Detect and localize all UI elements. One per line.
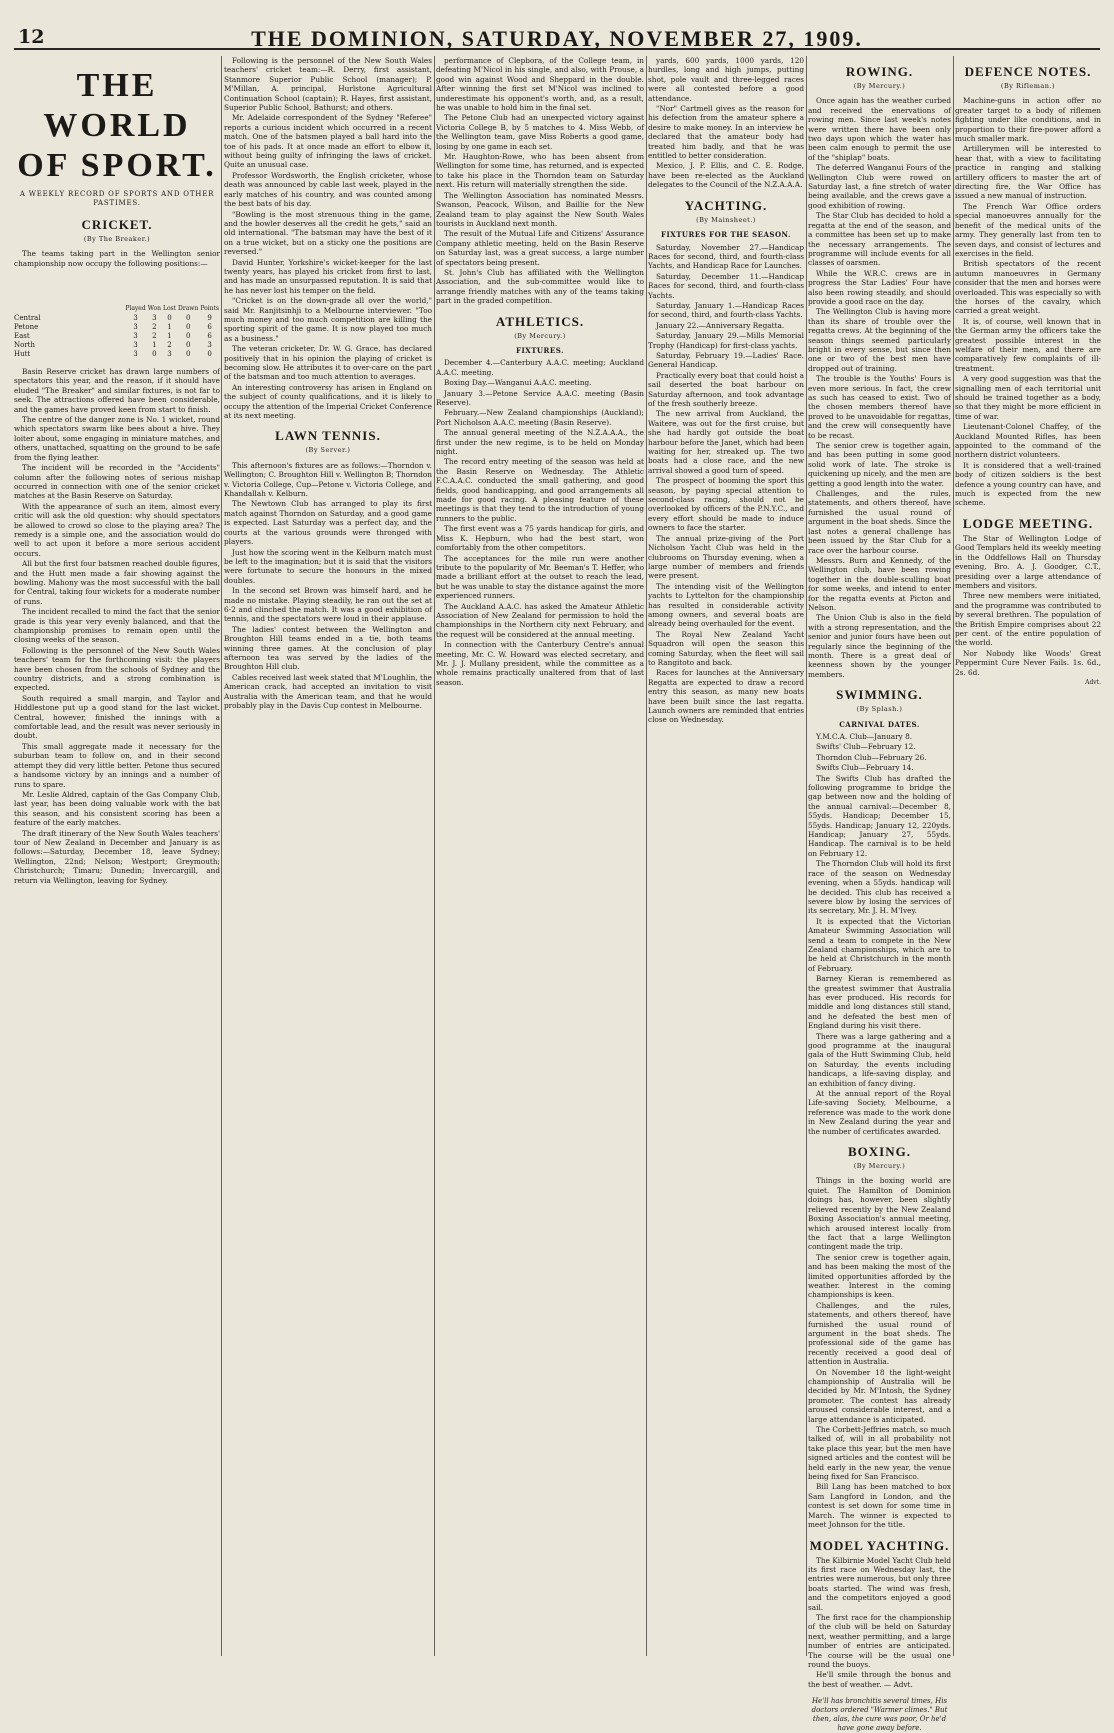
boxing-byline: (By Mercury.) bbox=[853, 1162, 906, 1171]
article-paragraph: While the W.R.C. crews are in progress the Star Ladies' Four have also been rowing steadily, and should provide a good race on the day. bbox=[808, 268, 951, 306]
swimming-title: SWIMMING. bbox=[836, 687, 923, 703]
athletics-byline: (By Mercury.) bbox=[514, 331, 566, 340]
article-paragraph: Following is the personnel of the New South Wales teachers' cricket team:—R. Derry, first assistant, Stanmore Superior Public School (manager); P. M'Millan, A. principal, Hurlstone Agricultural Continuation School (captain); R. Hayes, first assistant, Superior Public School, Bathurst; and others. bbox=[224, 56, 432, 113]
article-paragraph: Once again has the weather curbed and received the enervations of rowing men. Since last week's notes were written there have been only two days upon which the water has been calm enough to permit the use of the "shiplap" boats. bbox=[808, 96, 951, 162]
article-paragraph: Saturday, February 19.—Ladies' Race. General Handicap. bbox=[648, 350, 804, 370]
article-paragraph: The veteran cricketer, Dr. W. G. Grace, has declared positively that in his opinion the playing of cricket is becoming slow. He attributes it to over-care on the part of the batsman and too much attention to averages. bbox=[224, 344, 432, 382]
article-paragraph: With the appearance of such an item, almost every critic will ask the old question: why should spectators be allowed to crowd so close to the playing area? The remedy is a simple one, and the association would do well to act upon it before a more serious accident occurs. bbox=[14, 501, 220, 558]
athletics-body bbox=[436, 428, 644, 687]
article-paragraph: February.—New Zealand championships (Auckland); Port Nicholson A.A.C. meeting (Basin Reserve). bbox=[436, 408, 644, 427]
article-paragraph: In connection with the Canterbury Centre's annual meeting, Mr. C. W. Howard was elected secretary, and Mr. J. J. Mullany president, while the committee as a whole remains practically unaltered from that of last season. bbox=[436, 640, 644, 687]
article-paragraph: The Kilbirnie Model Yacht Club held its first race on Wednesday last, the entries were numerous, but only three boats started. The wind was fresh, and the competitors enjoyed a good sail. bbox=[808, 1555, 951, 1612]
table-cell: 0 bbox=[167, 314, 172, 323]
swimming-byline: (By Splash.) bbox=[856, 705, 903, 714]
article-paragraph: All but the first four batsmen reached double figures, and the Hutt men made a fair showing against the bowling. Mahony was the most successful with the ball for Central, taking four wickets for a moderate number of runs. bbox=[14, 559, 220, 606]
cricket-title: CRICKET. bbox=[81, 216, 153, 232]
article-paragraph: January 3.—Petone Service A.A.C. meeting (Basin Reserve). bbox=[436, 388, 644, 407]
article-paragraph: The Newtown Club has arranged to play its first match against Thorndon on Saturday, and a good game is expected. Last Saturday was a perfect day, and the courts at the various grounds were thronged with players. bbox=[224, 499, 432, 547]
article-paragraph: It is expected that the Victorian Amateur Swimming Association will send a team to compete in the New Zealand championships, which are to be held at Christchurch in the month of February. bbox=[808, 916, 951, 973]
table-cell: 3 bbox=[167, 350, 172, 359]
table-cell: 0 bbox=[185, 323, 191, 332]
article-paragraph: The centre of the danger zone is No. 1 wicket, round which spectators swarm like bees about a hive. They loiter about, some engaging in miniature matches, and others, unattached, squatting on the ground to be safe from the flying leather. bbox=[14, 415, 220, 462]
table-cell: 0 bbox=[152, 350, 157, 359]
athletics-fixtures bbox=[436, 358, 644, 427]
article-paragraph: yards, 600 yards, 1000 yards, 120 hurdles, long and high jumps, putting shot, pole vault and three-legged races were all contested before a good attendance. bbox=[648, 56, 804, 103]
boxing-title: BOXING. bbox=[848, 1144, 911, 1160]
article-paragraph: Three new members were initiated, and the programme was contributed to by several brethren. The population of the British Empire comprises about 22 per cent. of the entire population of the world. bbox=[955, 591, 1101, 648]
article-paragraph: An interesting controversy has arisen in England on the subject of county qualifications, and it is likely to occupy the attention of the Imperial Cricket Conference at its next meeting. bbox=[224, 382, 432, 421]
column-3-body bbox=[436, 56, 644, 306]
article-paragraph: At the annual report of the Royal Life-saving Society, Melbourne, a reference was made to the work done in New Zealand during the year and the number of certificates awarded. bbox=[808, 1089, 951, 1136]
table-cell-team: North bbox=[14, 341, 36, 350]
article-paragraph: "Cricket is on the down-grade all over the world," said Mr. Ranjitsinhji to a Melbourne interviewer. "Too much money and too much competition are killing the sporting spirit of the game. It is now played too much as a business." bbox=[224, 296, 432, 343]
column-6 bbox=[955, 56, 1101, 1660]
article-paragraph: January 22.—Anniversary Regatta. bbox=[656, 320, 785, 330]
carnival-date: Y.M.C.A. Club—January 8. bbox=[816, 732, 913, 741]
table-cell-team: East bbox=[14, 332, 30, 341]
article-paragraph: The deferred Wanganui Fours of the Wellington Club were rowed on Saturday last, a fine stretch of water being available, and the crews gave a good exhibition of rowing. bbox=[808, 163, 951, 210]
article-paragraph: Boxing Day.—Wanganui A.A.C. meeting. bbox=[444, 378, 592, 388]
table-cell: 6 bbox=[207, 332, 212, 341]
article-paragraph: "Bowling is the most strenuous thing in the game, and the bowler deserves all the credit he gets," said an old international. "The batsman may have the best of it on a true wicket, but on a sticky one the positions are reversed." bbox=[224, 209, 432, 257]
article-paragraph: The trouble is the Youths' Fours is even more serious. In fact, the crew as such has ceased to exist. Two of the chosen members thereof have proved to be unavoidable for regattas, and the crew will consequently have to be recast. bbox=[808, 374, 951, 440]
page-number: 12 bbox=[18, 26, 45, 48]
article-paragraph: The senior crew is together again, and has been putting in some good solid work of late. The stroke is quickening up nicely, and the men are getting a good length into the water. bbox=[808, 441, 951, 488]
article-paragraph: Professor Wordsworth, the English cricketer, whose death was announced by cable last week, played in the early matches of his country, and was counted among the best bats of his day. bbox=[224, 170, 432, 209]
article-paragraph: The first event was a 75 yards handicap for girls, and Miss K. Hepburn, who had the best start, won comfortably from the other competitors. bbox=[436, 524, 644, 553]
column-3 bbox=[436, 56, 644, 1660]
article-paragraph: The record entry meeting of the season was held at the Basin Reserve on Wednesday. The Athletic F.C.A.A.C. conducted the small gathering, and good fields, good handicapping, and good arrangements all made for good racing. A pleasing feature of these meetings is that they tend to the introduction of young runners to the public. bbox=[436, 457, 644, 523]
article-paragraph: The Thorndon Club will hold its first race of the season on Wednesday evening, when a 55yds. handicap will be decided. This club has received a severe blow by losing the services of its secretary, Mr. J. H. M'Ivey. bbox=[808, 859, 951, 916]
article-paragraph: The incident recalled to mind the fact that the senior grade is this year very evenly balanced, and that the championship promises to remain open until the closing weeks of the season. bbox=[14, 607, 220, 645]
athletics-fixtures-head: FIXTURES. bbox=[516, 345, 564, 355]
table-cell: 2 bbox=[152, 323, 157, 332]
masthead: THE DOMINION, SATURDAY, NOVEMBER 27, 1909. bbox=[251, 26, 863, 51]
article-paragraph: Challenges, and the rules, statements, and others thereof, have furnished the usual round of argument in the boat sheds. The professional side of the game has recently received a good deal of attention in Australia. bbox=[808, 1300, 951, 1367]
article-paragraph: The Wellington Club is having more than its share of trouble over the regatta crews. At the beginning of the season things seemed particularly bright in every sense, but since then one or two of the best men have dropped out of training. bbox=[808, 307, 951, 373]
table-cell: 3 bbox=[133, 314, 138, 323]
cricket-byline: (By The Breaker.) bbox=[83, 234, 151, 243]
article-paragraph: The incident will be recorded in the "Accidents" column after the following notes of serious mishap occurred in connection with one of the senior cricket matches at the Basin Reserve on Saturday. bbox=[14, 463, 220, 501]
article-paragraph: The Auckland A.A.C. has asked the Amateur Athletic Association of New Zealand for permission to hold the championships in the Northern city next February, and the request will be considered at the annual meeting. bbox=[436, 601, 644, 639]
article-paragraph: Races for launches at the Anniversary Regatta are expected to draw a record entry this season, as many new boats have been built since the last regatta. Launch owners are reminded that entries close on Wednesday. bbox=[648, 668, 804, 725]
article-paragraph: The Star of Wellington Lodge of Good Templars held its weekly meeting in the Oddfellows Hall on Thursday evening, Bro. A. J. Goodger, C.T., presiding over a large attendance of members and visitors. bbox=[955, 533, 1101, 590]
article-paragraph: Saturday, January 29.—Mills Memorial Trophy (Handicap) for first-class yachts. bbox=[648, 331, 804, 350]
article-paragraph: This small aggregate made it necessary for the suburban team to follow on, and in their second attempt they did very little better. Petone thus secured a handsome victory by an innings and a number of runs to spare. bbox=[14, 741, 220, 789]
article-paragraph: Machine-guns in action offer no greater target to a body of riflemen fighting under like conditions, and in proportion to their fire-power afford a much smaller mark. bbox=[955, 96, 1101, 144]
table-header: Lost bbox=[162, 304, 177, 312]
article-paragraph: The French War Office orders special manoeuvres annually for the benefit of the medical units of the army. They generally last from ten to seven days, and consist of lectures and exercises in the field. bbox=[955, 201, 1101, 258]
carnival-date: Swifts Club—February 14. bbox=[816, 763, 914, 773]
article-paragraph: The result of the Mutual Life and Citizens' Assurance Company athletic meeting, held on the Basin Reserve on Saturday last, was a great success, a large number of spectators being present. bbox=[436, 229, 644, 267]
table-cell: 0 bbox=[185, 332, 191, 341]
table-cell: 0 bbox=[185, 314, 191, 323]
table-header: Points bbox=[200, 304, 219, 312]
article-paragraph: The draft itinerary of the New South Wales teachers' tour of New Zealand in December and January is as follows:—Saturday, December 18, leave Sydney; Wellington, 22nd; Nelson; Westport; Greymouth; Christchurch; Timaru; Dunedin; Invercargill, and return via Wellington, leaving for Sydney. bbox=[14, 828, 220, 885]
model-yachting-title: MODEL YACHTING. bbox=[809, 1537, 950, 1553]
column-rule bbox=[806, 56, 807, 1656]
article-paragraph: Mr. Leslie Aldred, captain of the Gas Company Club, last year, has been doing valuable work with the bat this season, and his consistent scoring has been a feature of the early matches. bbox=[14, 789, 220, 828]
league-table-body bbox=[14, 314, 220, 359]
article-paragraph: On November 18 the light-weight championship of Australia will be decided by Mr. M'Intosh, the Sydney promoter. The contest has already aroused considerable interest, and a large attendance is anticipated. bbox=[808, 1367, 951, 1424]
table-header: Played bbox=[125, 304, 146, 312]
article-paragraph: He'll smile through the bonus and the best of weather. — Advt. bbox=[808, 1670, 951, 1689]
table-cell: 0 bbox=[185, 341, 191, 350]
article-paragraph: The ladies' contest between the Wellington and Broughton Hill teams ended in a tie, both teams winning three games. At the conclusion of play afternoon tea was served by the ladies of the Broughton Hill club. bbox=[224, 624, 432, 672]
article-paragraph: In the second set Brown was himself hard, and he made no mistake. Playing steadily, he ran out the set at 6-2 and clinched the match. It was a good exhibition of tennis, and the spectators were loud in their applause. bbox=[224, 586, 432, 624]
table-row bbox=[14, 350, 220, 359]
page-header bbox=[14, 26, 1100, 50]
column-5 bbox=[808, 56, 951, 1733]
article-paragraph: performance of Clepbora, of the College team, in defeating M'Nicol in his single, and also, with Prouse, a good win against Wood and Sheppard in the double. After winning the first set M'Nicol was inclined to underestimate his opponent's worth, and, as a result, he was unable to hold him in the final set. bbox=[436, 56, 644, 113]
article-paragraph: The new arrival from Auckland, the Waitere, was out for the first cruise, but she had hardly got outside the boat harbour before the Janet, which had been waiting for her, streaked up. The two boats had a close race, and the new arrival showed a good turn of speed. bbox=[648, 409, 804, 475]
rowing-byline: (By Mercury.) bbox=[853, 82, 906, 90]
article-paragraph: A very good suggestion was that the signalling men of each territorial unit should be trained together as a body, so that they might be more efficient in time of war. bbox=[955, 374, 1101, 421]
article-paragraph: It is considered that a well-trained body of citizen soldiers is the best defence a young country can have, and much is expected from the new scheme. bbox=[955, 460, 1101, 508]
sport-banner: THE WORLD OF SPORT. bbox=[17, 67, 217, 184]
column-rule bbox=[953, 56, 954, 1656]
carnival-date: Swifts' Club—February 12. bbox=[816, 742, 916, 752]
article-paragraph: Things in the boxing world are quiet. The Hamilton of Dominion doings has, however, been slightly relieved recently by the New Zealand Boxing Association's annual meeting, which aroused interest locally from the fact that a large Wellington contingent made the trip. bbox=[808, 1176, 951, 1252]
article-paragraph: Bill Lang has been matched to box Sam Langford in London, and the contest is set down for some time in March. The winner is expected to meet Johnson for the title. bbox=[808, 1482, 951, 1530]
article-paragraph: The annual prize-giving of the Port Nicholson Yacht Club was held in the clubrooms on Thursday evening, when a large number of members and friends were present. bbox=[648, 533, 804, 581]
yachting-fixtures bbox=[648, 243, 804, 370]
rowing-body bbox=[808, 96, 951, 679]
article-paragraph: Practically every boat that could hoist a sail deserted the boat harbour on Saturday afternoon, and took advantage of the fresh southerly breeze. bbox=[648, 370, 804, 408]
column-2 bbox=[224, 56, 432, 1660]
advert-line: Nor Nobody like Woods' Great Peppermint Cure Never Fails. 1s. 6d., 2s. 6d. bbox=[955, 648, 1101, 677]
article-paragraph: The acceptances for the mile run were another tribute to the popularity of Mr. Beeman's T. Heffer, who made a brilliant effort at the outset to reach the lead, but he was unable to stay the distance against the more experienced runners. bbox=[436, 553, 644, 601]
table-row bbox=[14, 341, 220, 350]
article-paragraph: Artillerymen will be interested to hear that, with a view to facilitating practice in ranging and stalking artillery officers to master the art of directing fire, the War Office has issued a new manual of instruction. bbox=[955, 144, 1101, 201]
column-rule bbox=[434, 56, 435, 1656]
article-paragraph: The Petone Club had an unexpected victory against Victoria College B, by 5 matches to 4. Miss Webb, of the Wellington team, gave Miss Roberts a good game, losing by one game in each set. bbox=[436, 113, 644, 151]
column-4-body bbox=[648, 56, 804, 190]
article-paragraph: South required a small margin, and Taylor and Hiddlestone put up a good stand for the last wicket. Central, however, finished the innings with a comfortable lead, and the result was never seriously in doubt. bbox=[14, 693, 220, 741]
table-row bbox=[14, 332, 220, 341]
cricket-body bbox=[14, 367, 220, 885]
league-table-header bbox=[14, 272, 220, 314]
article-paragraph: There was a large gathering and a good programme at the inaugural gala of the Hutt Swimming Club, held on Saturday, the events including handicaps, a life-saving display, and an exhibition of fancy diving. bbox=[808, 1031, 951, 1088]
column-2-body bbox=[224, 56, 432, 420]
article-paragraph: It is, of course, well known that in the German army the officers take the greatest possible interest in the welfare of their men, and there are comparatively few complaints of ill-treatment. bbox=[955, 316, 1101, 373]
article-paragraph: Mexico, J. P. Ellis, and C. E. Rodge, have been re-elected as the Auckland delegates to the Council of the N.Z.A.A.A. bbox=[648, 161, 804, 190]
article-paragraph: The first race for the championship of the club will be held on Saturday next, weather permitting, and a large number of entries are anticipated. The course will be the usual one round the buoys. bbox=[808, 1612, 951, 1669]
article-paragraph: St. John's Club has affiliated with the Wellington Association, and the sub-committee would like to arrange friendly matches with any of the teams taking part in the graded competition. bbox=[436, 267, 644, 306]
yachting-body bbox=[648, 371, 804, 725]
article-paragraph: Mr. Adelaide correspondent of the Sydney "Referee" reports a curious incident which occurred in a recent match. One of the batsmen played a ball hard into the toe of his pads. It at once made an effort to elbow it, without being guilty of infringing the laws of cricket. Quite an unusual case. bbox=[224, 113, 432, 170]
article-paragraph: The Wellington Association has nominated Messrs. Swanson, Peacock, Wilson, and Baillie for the New Zealand team to play against the New South Wales tourists in Auckland next month. bbox=[436, 190, 644, 228]
article-paragraph: Messrs. Burn and Kennedy, of the Wellington club, have been rowing together in the double-sculling boat for some weeks, and intend to enter for the regatta events at Picton and Nelson. bbox=[808, 555, 951, 612]
article-paragraph: The intending visit of the Wellington yachts to Lyttelton for the championship has resulted in considerable activity among owners, and several boats are already being overhauled for the event. bbox=[648, 581, 804, 629]
column-1 bbox=[14, 56, 220, 1660]
table-cell: 1 bbox=[152, 341, 157, 350]
table-cell: 0 bbox=[185, 350, 191, 359]
article-paragraph: This afternoon's fixtures are as follows:—Thorndon v. Wellington; C. Broughton Hill v. Wellington B; Thorndon v. Victoria College, Cup—Petone v. Victoria College, and Khandallah v. Kelburn. bbox=[224, 460, 432, 499]
table-header: Won bbox=[147, 304, 161, 312]
article-paragraph: Lieutenant-Colonel Chaffey, of the Auckland Mounted Rifles, has been appointed to the command of the northern district volunteers. bbox=[955, 422, 1101, 460]
swimming-subhead: CARNIVAL DATES. bbox=[839, 719, 920, 729]
article-paragraph: The Star Club has decided to hold a regatta at the end of the season, and a committee has been set up to make the necessary arrangements. The programme will include events for all classes of oarsmen. bbox=[808, 211, 951, 268]
table-cell-team: Petone bbox=[14, 323, 39, 332]
column-rule bbox=[646, 56, 647, 1656]
lawn-tennis-byline: (By Server.) bbox=[305, 446, 351, 455]
yachting-byline: (By Mainsheet.) bbox=[696, 215, 756, 224]
table-cell: 3 bbox=[133, 341, 138, 350]
article-paragraph: The prospect of booming the sport this season, by paying special attention to second-class racing, should not be overlooked by officers of the P.N.Y.C., and every effort should be made to induce owners to face the starter. bbox=[648, 476, 804, 533]
athletics-title: ATHLETICS. bbox=[495, 313, 585, 329]
article-paragraph: "Nor" Cartmell gives as the reason for his defection from the amateur sphere a desire to make money. In an interview he declared that the amateur body had treated him badly, and that he was entitled to better consideration. bbox=[648, 104, 804, 161]
article-paragraph: Following is the personnel of the New South Wales teachers' team for the forthcoming visit: the players have been chosen from the schools of Sydney and the country districts, and a strong combination is expected. bbox=[14, 645, 220, 693]
table-cell: 3 bbox=[133, 332, 138, 341]
article-paragraph: December 4.—Canterbury A.A.C. meeting; Auckland A.A.C. meeting. bbox=[436, 358, 644, 377]
article-paragraph: The annual general meeting of the N.Z.A.A.A., the first under the new regime, is to be held on Monday night. bbox=[436, 428, 644, 457]
article-paragraph: Cables received last week stated that M'Loughlin, the American crack, had accepted an invitation to visit Australia with the American team, and that he would probably play in the Davis Cup contest in Melbourne. bbox=[224, 672, 432, 710]
column-4 bbox=[648, 56, 804, 1660]
defence-body bbox=[955, 96, 1101, 507]
yachting-title: YACHTING. bbox=[684, 197, 768, 213]
defence-title: DEFENCE NOTES. bbox=[964, 64, 1092, 79]
column-rule bbox=[221, 56, 222, 1656]
lawn-tennis-title: LAWN TENNIS. bbox=[275, 428, 381, 444]
table-cell-team: Central bbox=[14, 314, 41, 323]
article-paragraph: Saturday, January 1.—Handicap Races for second, third, and fourth-class Yachts. bbox=[648, 300, 804, 320]
article-paragraph: The Corbett-Jeffries match, so much talked of, will in all probability not take place this year, but the men have signed articles and the contest will be held early in the new year, the venue being fixed for San Francisco. bbox=[808, 1425, 951, 1482]
article-paragraph: The Royal New Zealand Yacht Squadron will open the season this coming Saturday, when the fleet will sail to Rangitoto and back. bbox=[648, 629, 804, 667]
defence-byline: (By Rifleman.) bbox=[1000, 82, 1056, 90]
table-cell: 3 bbox=[133, 323, 138, 332]
article-paragraph: British spectators of the recent autumn manoeuvres in Germany consider that the men and horses were overloaded. This was especially so with the horses of the cavalry, which carried a great weight. bbox=[955, 259, 1101, 316]
table-cell-team: Hutt bbox=[14, 350, 31, 359]
table-row bbox=[14, 314, 220, 323]
table-cell: 1 bbox=[167, 323, 172, 332]
table-cell: 1 bbox=[167, 332, 172, 341]
article-paragraph: Barney Kieran is remembered as the greatest swimmer that Australia has ever produced. His records for middle and long distances still stand, and he defeated the best men of England during his visit there. bbox=[808, 974, 951, 1031]
table-header: Drawn bbox=[178, 304, 199, 312]
article-paragraph: The Swifts Club has drafted the following programme to bridge the gap between now and the holding of the annual carnival:—December 8, 55yds. Handicap; December 15, 55yds. Handicap; January 12, 220yds. Handicap; January 27, 55yds. Handicap. The carnival is to be held on February 12. bbox=[808, 773, 951, 858]
table-cell: 6 bbox=[207, 323, 212, 332]
carnival-date: Thorndon Club—February 26. bbox=[816, 752, 927, 762]
article-paragraph: Challenges, and the rules, statements, and others thereof, have furnished the usual round of argument in the boat sheds. Since the last notes a general challenge has been issued by the Star Club for a race over the harbour course. bbox=[808, 489, 951, 555]
advert-verse: He'll has bronchitis several times, His doctors ordered "Warmer climes." But then, alas, the cure was poor, Or he'd have gone away before. bbox=[811, 1697, 948, 1733]
table-cell: 3 bbox=[133, 350, 138, 359]
rowing-title: ROWING. bbox=[845, 64, 914, 79]
table-cell: 3 bbox=[207, 341, 212, 350]
cricket-intro: The teams taking part in the Wellington senior championship now occupy the following positions:— bbox=[14, 249, 220, 268]
league-table bbox=[14, 272, 220, 359]
article-paragraph: David Hunter, Yorkshire's wicket-keeper for the last twenty years, has played his cricket from first to last, and has made an unsurpassed reputation. It is said that he has never lost his temper on the field. bbox=[224, 257, 432, 295]
yachting-fixtures-head: FIXTURES FOR THE SEASON. bbox=[661, 230, 791, 240]
table-cell: 2 bbox=[152, 332, 157, 341]
table-cell: 3 bbox=[152, 314, 157, 323]
advert-tag: Advt. bbox=[1085, 678, 1101, 686]
article-paragraph: Basin Reserve cricket has drawn large numbers of spectators this year, and the reason, if it should have eluded "The Breaker" and similar fixtures, is not far to seek. The attractions offered have been considerable, and the games have proved keen from start to finish. bbox=[14, 367, 220, 414]
table-cell: 9 bbox=[207, 314, 212, 323]
lodge-title: LODGE MEETING. bbox=[962, 515, 1094, 531]
article-paragraph: Just how the scoring went in the Kelburn match must be left to the imagination; but it is said that the visitors were fortunate to secure the honours in the mixed doubles. bbox=[224, 547, 432, 585]
article-paragraph: The Union Club is also in the field with a strong representation, and the senior and junior fours have been out regularly since the beginning of the month. There is a great deal of keenness shown by the younger members. bbox=[808, 613, 951, 679]
table-row bbox=[14, 323, 220, 332]
article-paragraph: Saturday, November 27.—Handicap Races for second, third, and fourth-class Yachts, and Handicap Race for Launches. bbox=[648, 242, 804, 271]
article-paragraph: The senior crew is together again, and has been making the most of the limited opportunities afforded by the weather. Interest in the coming championships is keen. bbox=[808, 1252, 951, 1300]
lawn-tennis-body bbox=[224, 461, 432, 711]
sport-subtitle: A WEEKLY RECORD OF SPORTS AND OTHER PASTIMES. bbox=[19, 190, 215, 208]
article-paragraph: Mr. Haughton-Rowe, who has been absent from Wellington for some time, has returned, and is expected to take his place in the Thorndon team on Saturday next. His return will materially strengthen the side. bbox=[436, 152, 644, 190]
table-cell: 0 bbox=[207, 350, 212, 359]
table-header-team bbox=[14, 272, 124, 314]
article-paragraph: Saturday, December 11.—Handicap Races for second, third, and fourth-class Yachts. bbox=[648, 271, 804, 300]
table-cell: 2 bbox=[167, 341, 172, 350]
